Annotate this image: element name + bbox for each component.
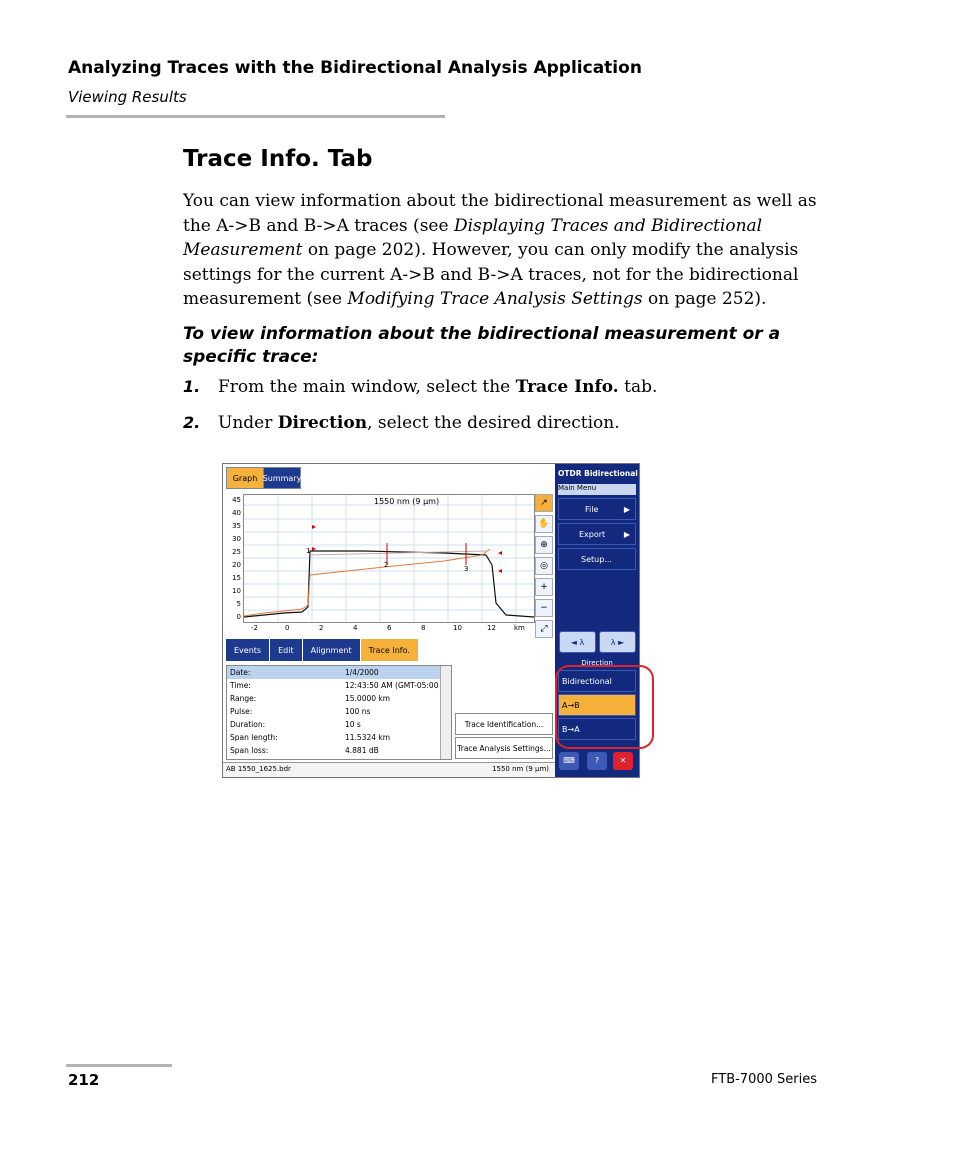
y-tick: 40 xyxy=(232,509,241,517)
info-row-span-length[interactable] xyxy=(227,731,451,744)
trace-ba xyxy=(244,549,490,616)
x-tick: 0 xyxy=(285,624,290,632)
full-view-icon[interactable]: ⤢ xyxy=(535,620,553,638)
info-value: 10 s xyxy=(345,720,361,729)
para-text: the A->B and B->A traces (see xyxy=(183,215,454,236)
xref-link[interactable]: Displaying Traces and Bidirectional xyxy=(453,215,763,236)
section-title: Trace Info. Tab xyxy=(183,146,373,172)
step-text-a: Under xyxy=(218,413,278,433)
panel-title: OTDR Bidirectional xyxy=(558,469,638,478)
close-icon[interactable]: ✕ xyxy=(613,752,633,770)
chevron-right-icon: ▶ xyxy=(623,504,630,514)
direction-a-to-b[interactable]: A→B xyxy=(558,694,636,716)
graph-title: 1550 nm (9 µm) xyxy=(374,497,440,506)
chevron-right-icon: ▶ xyxy=(623,529,630,539)
info-scrollbar[interactable] xyxy=(440,666,451,759)
info-row-span-loss[interactable] xyxy=(227,744,451,757)
event-marker-2[interactable]: 2 xyxy=(384,561,389,569)
step-ui-term: Direction xyxy=(277,413,368,433)
lambda-prev-button[interactable]: ◄ λ xyxy=(559,631,596,653)
y-tick: 25 xyxy=(232,548,241,556)
xref-link[interactable]: Modifying Trace Analysis Settings xyxy=(347,289,643,309)
info-value: 15.0000 km xyxy=(345,694,391,703)
graph-area xyxy=(243,494,535,623)
pointer-icon[interactable]: ↗ xyxy=(535,494,553,512)
step-number: 1. xyxy=(183,377,201,396)
zoom-in-icon[interactable]: ⊕ xyxy=(535,536,553,554)
event-marker-3[interactable]: 3 xyxy=(464,565,469,573)
x-axis-unit: km xyxy=(514,624,525,632)
xref-link-cont[interactable]: Measurement xyxy=(183,240,303,260)
status-wavelength: 1550 nm (9 µm) xyxy=(492,765,549,773)
pan-hand-icon[interactable]: ✋ xyxy=(535,515,553,533)
info-key: Range: xyxy=(230,694,257,703)
info-row-duration[interactable] xyxy=(227,718,451,731)
footer-series: FTB-7000 Series xyxy=(711,1072,817,1087)
step-text xyxy=(218,377,657,397)
procedure-heading: To view information about the bidirectional measurement or a specific trace: xyxy=(183,324,781,367)
x-tick: 12 xyxy=(487,624,496,632)
header-subtitle: Viewing Results xyxy=(68,88,187,106)
direction-label: Direction xyxy=(581,659,613,667)
tab-summary[interactable]: Summary xyxy=(263,467,301,489)
tab-edit[interactable]: Edit xyxy=(270,639,303,661)
info-key: Span length: xyxy=(230,733,278,742)
info-value: 11.5324 km xyxy=(345,733,391,742)
trace-analysis-settings-button[interactable]: Trace Analysis Settings... xyxy=(455,737,553,759)
step-text xyxy=(218,413,620,433)
info-key: Time: xyxy=(230,681,251,690)
menu-file[interactable] xyxy=(558,498,636,520)
tab-events[interactable]: Events xyxy=(226,639,270,661)
step-text-c: tab. xyxy=(618,377,658,397)
x-tick: 2 xyxy=(319,624,324,632)
y-tick: 20 xyxy=(232,561,241,569)
para-line-5 xyxy=(183,287,823,312)
para-text: measurement (see xyxy=(183,289,348,309)
x-tick: 4 xyxy=(353,624,358,632)
bottom-tabs xyxy=(226,639,419,661)
para-line-1: You can view information about the bidirectional measurement as well as xyxy=(183,191,817,211)
tab-trace-info[interactable]: Trace Info. xyxy=(361,639,419,661)
info-key: Pulse: xyxy=(230,707,253,716)
info-value: 1/4/2000 xyxy=(345,668,379,677)
main-menu-label: Main Menu xyxy=(558,484,636,495)
zoom-fit-icon[interactable]: ◎ xyxy=(535,557,553,575)
lambda-next-button[interactable]: λ ► xyxy=(599,631,636,653)
para-line-3 xyxy=(183,238,823,263)
info-value: 4.881 dB xyxy=(345,746,379,755)
menu-setup[interactable] xyxy=(558,548,636,570)
graph-toolbar xyxy=(535,494,553,641)
status-filename: AB 1550_1625.bdr xyxy=(226,765,291,773)
info-value: 100 ns xyxy=(345,707,371,716)
info-row-pulse[interactable] xyxy=(227,705,451,718)
status-bar xyxy=(223,762,555,777)
y-tick: 10 xyxy=(232,587,241,595)
step-text-a: From the main window, select the xyxy=(218,377,516,397)
zoom-minus-icon[interactable]: − xyxy=(535,599,553,617)
y-tick: 5 xyxy=(236,600,241,608)
x-tick: 6 xyxy=(387,624,392,632)
event-marker-1[interactable]: 1 xyxy=(306,547,311,555)
info-value: 12:43:50 AM (GMT-05:00 xyxy=(345,681,439,690)
trace-info-list[interactable] xyxy=(226,665,452,760)
info-key: Span loss: xyxy=(230,746,269,755)
header-title: Analyzing Traces with the Bidirectional Analysis Application xyxy=(68,58,642,78)
y-tick: 35 xyxy=(232,522,241,530)
info-key: Date: xyxy=(230,668,251,677)
menu-export[interactable] xyxy=(558,523,636,545)
info-row-range[interactable] xyxy=(227,692,451,705)
step-text-c: , select the desired direction. xyxy=(367,413,620,433)
header-rule xyxy=(66,115,445,118)
info-row-date[interactable] xyxy=(227,666,451,679)
zoom-plus-icon[interactable]: + xyxy=(535,578,553,596)
para-text: on page 202). However, you can only modify the analysis xyxy=(302,240,799,260)
info-key: Duration: xyxy=(230,720,266,729)
help-icon[interactable]: ? xyxy=(587,752,607,770)
y-tick: 45 xyxy=(232,496,241,504)
otdr-trace-plot xyxy=(244,495,534,622)
y-tick: 15 xyxy=(232,574,241,582)
direction-highlight-callout xyxy=(555,665,654,749)
para-line-2 xyxy=(183,214,823,239)
y-tick: 0 xyxy=(236,613,241,621)
footer-rule xyxy=(66,1064,172,1067)
trace-identification-button[interactable]: Trace Identification... xyxy=(455,713,553,735)
step-ui-term: Trace Info. xyxy=(515,377,619,397)
x-tick: 10 xyxy=(453,624,462,632)
para-line-4: settings for the current A->B and B->A traces, not for the bidirectional xyxy=(183,264,799,285)
direction-bidirectional[interactable]: Bidirectional xyxy=(558,670,636,692)
body-paragraph xyxy=(183,189,823,312)
menu-file-label: File xyxy=(585,504,599,514)
keyboard-icon[interactable]: ⌨ xyxy=(559,752,579,770)
x-tick: 8 xyxy=(421,624,426,632)
para-text: on page 252). xyxy=(642,289,767,309)
menu-setup-label: Setup... xyxy=(581,554,612,564)
tab-graph[interactable]: Graph xyxy=(226,467,264,489)
tab-alignment[interactable]: Alignment xyxy=(303,639,361,661)
menu-export-label: Export xyxy=(579,529,606,539)
info-row-time[interactable] xyxy=(227,679,451,692)
direction-b-to-a[interactable]: B→A xyxy=(558,718,636,740)
step-number: 2. xyxy=(183,413,201,432)
y-tick: 30 xyxy=(232,535,241,543)
page-number: 212 xyxy=(68,1071,100,1089)
x-tick: -2 xyxy=(251,624,258,632)
